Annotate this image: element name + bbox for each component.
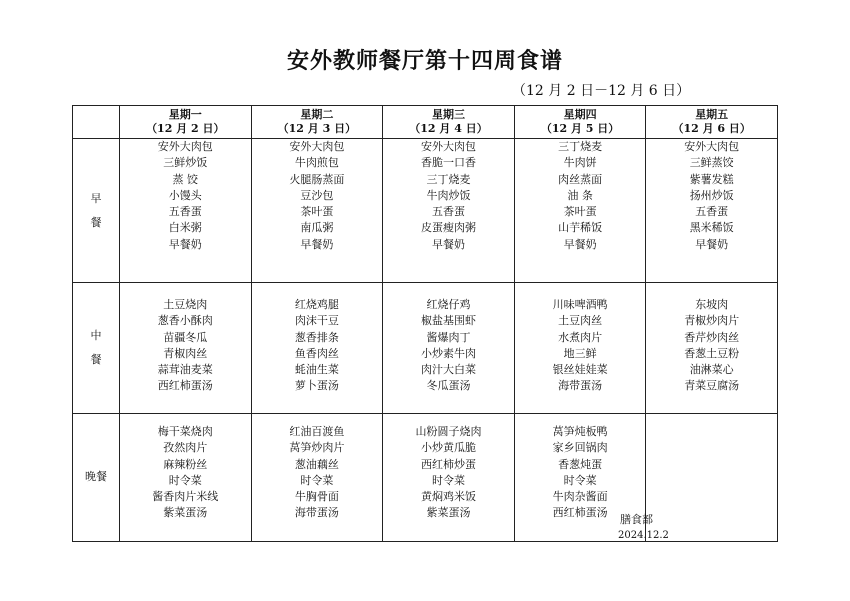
dish-item: 鱼香肉丝 xyxy=(294,346,339,360)
dish-item: 家乡回锅肉 xyxy=(552,441,608,455)
day-date: （12 月 6 日） xyxy=(672,122,751,135)
menu-cell xyxy=(514,283,646,414)
day-header-tue xyxy=(251,106,383,139)
dish-item: 香葱炖蛋 xyxy=(558,457,603,471)
dish-item: 冬瓜蛋汤 xyxy=(426,379,471,393)
day-header-mon xyxy=(120,106,252,139)
dish-list xyxy=(646,414,777,424)
dish-item: 紫菜蛋汤 xyxy=(163,506,208,520)
dinner-row xyxy=(73,414,778,542)
dish-item: 山芋稀饭 xyxy=(558,221,603,235)
weekly-menu-table xyxy=(72,105,778,542)
dish-item: 红油百渡鱼 xyxy=(289,425,345,438)
dish-list xyxy=(120,283,251,395)
footer-department: 膳食部 xyxy=(620,513,653,526)
dish-item: 莴笋炖板鸭 xyxy=(552,425,608,438)
menu-cell xyxy=(120,139,252,283)
day-date: （12 月 2 日） xyxy=(146,122,225,135)
dish-item: 豆沙包 xyxy=(300,188,334,202)
menu-cell xyxy=(383,414,515,542)
dish-item: 香葱土豆粉 xyxy=(684,346,740,360)
dish-item: 牛肉炒饭 xyxy=(426,188,471,202)
dish-item: 香脆一口香 xyxy=(420,156,476,170)
dish-item: 西红柿炒蛋 xyxy=(420,457,476,471)
breakfast-row xyxy=(73,139,778,283)
dish-item: 早餐奶 xyxy=(168,237,202,251)
dish-item: 银丝娃娃菜 xyxy=(552,363,608,377)
dish-item: 水煮肉片 xyxy=(558,330,603,344)
dish-item: 黑米稀饭 xyxy=(689,221,734,235)
dish-list xyxy=(515,283,646,395)
day-date: （12 月 5 日） xyxy=(540,122,620,135)
day-name: 星期一 xyxy=(168,108,202,121)
dinner-label: 晚餐 xyxy=(73,414,120,542)
dish-item: 牛胸骨面 xyxy=(294,490,339,504)
dish-item: 莴笋炒肉片 xyxy=(289,441,345,455)
lunch-label-char: 餐 xyxy=(90,353,102,366)
dish-item: 早餐奶 xyxy=(431,237,465,251)
dish-item: 油 条 xyxy=(567,188,593,202)
dish-item: 紫菜蛋汤 xyxy=(426,506,471,520)
dish-list xyxy=(515,139,646,253)
dish-item: 酱香肉片米线 xyxy=(152,490,219,504)
menu-cell xyxy=(120,414,252,542)
day-header-wed xyxy=(383,106,515,139)
dish-list xyxy=(120,139,251,253)
dish-item: 海带蛋汤 xyxy=(558,379,603,393)
dish-item: 红烧鸡腿 xyxy=(294,298,339,311)
dish-list xyxy=(252,283,383,395)
dish-item: 酱爆肉丁 xyxy=(426,330,471,344)
dish-item: 火腿肠蒸面 xyxy=(289,172,345,186)
dish-item: 三鲜炒饭 xyxy=(163,156,208,170)
menu-cell xyxy=(251,283,383,414)
breakfast-label-char: 餐 xyxy=(90,215,102,229)
week-date-range: （12 月 2 日－12 月 6 日） xyxy=(512,83,691,99)
dish-item: 小馒头 xyxy=(168,188,202,202)
dish-item: 青菜豆腐汤 xyxy=(684,379,740,393)
dish-item: 安外大肉包 xyxy=(684,140,740,153)
dish-list xyxy=(252,414,383,522)
menu-cell xyxy=(251,414,383,542)
footer-date: 2024.12.2 xyxy=(618,530,669,541)
dish-item: 肉丝蒸面 xyxy=(558,172,603,186)
dish-item: 牛肉杂酱面 xyxy=(552,490,608,504)
dish-item: 西红柿蛋汤 xyxy=(552,506,608,520)
dish-item: 海带蛋汤 xyxy=(294,506,339,520)
dish-item: 白米粥 xyxy=(168,221,202,235)
menu-cell xyxy=(514,139,646,283)
dish-item: 苗疆冬瓜 xyxy=(163,330,208,344)
menu-cell xyxy=(646,283,778,414)
menu-cell xyxy=(383,283,515,414)
day-header-thu xyxy=(514,106,646,139)
day-header-fri xyxy=(646,106,778,139)
dish-item: 五香蛋 xyxy=(695,205,729,219)
dish-item: 安外大肉包 xyxy=(420,140,476,153)
dish-item: 麻辣粉丝 xyxy=(163,457,208,471)
dish-item: 时令菜 xyxy=(431,473,465,487)
lunch-label xyxy=(73,283,120,414)
dish-item: 葱香小酥肉 xyxy=(157,314,213,328)
dish-list xyxy=(383,414,514,522)
dish-item: 西红柿蛋汤 xyxy=(157,379,213,393)
dish-item: 牛肉饼 xyxy=(563,156,597,170)
dish-list xyxy=(383,139,514,253)
dish-item: 川味啤酒鸭 xyxy=(552,298,608,311)
dish-item: 萝卜蛋汤 xyxy=(294,379,339,393)
dish-item: 安外大肉包 xyxy=(157,140,213,153)
dish-item: 红烧仔鸡 xyxy=(426,298,471,311)
dish-item: 时令菜 xyxy=(168,473,202,487)
dish-item: 五香蛋 xyxy=(168,205,202,219)
dish-item: 皮蛋瘦肉粥 xyxy=(420,221,476,235)
lunch-row xyxy=(73,283,778,414)
dish-item: 三丁烧麦 xyxy=(426,172,471,186)
dish-item: 茶叶蛋 xyxy=(300,205,334,219)
dish-list xyxy=(383,283,514,395)
day-name: 星期四 xyxy=(563,108,597,121)
dish-item: 地三鲜 xyxy=(563,346,597,360)
dish-item: 蒸 饺 xyxy=(172,172,199,186)
dish-item: 早餐奶 xyxy=(695,237,729,251)
day-date: （12 月 3 日） xyxy=(277,122,357,135)
dish-item: 东坡肉 xyxy=(695,298,729,311)
dish-item: 三丁烧麦 xyxy=(558,140,603,153)
lunch-label-char: 中 xyxy=(90,329,102,342)
dish-list xyxy=(120,414,251,522)
menu-cell xyxy=(120,283,252,414)
dish-item: 紫薯发糕 xyxy=(689,172,734,186)
dish-item: 小炒素牛肉 xyxy=(420,346,476,360)
dish-item: 油淋菜心 xyxy=(689,363,734,377)
dish-item: 蚝油生菜 xyxy=(294,363,339,377)
dish-item: 葱油藕丝 xyxy=(294,457,339,471)
dish-item: 黄焖鸡米饭 xyxy=(420,490,476,504)
dish-item: 土豆肉丝 xyxy=(558,314,603,328)
dish-item: 早餐奶 xyxy=(300,237,334,251)
dish-list xyxy=(646,139,777,253)
dish-item: 时令菜 xyxy=(563,473,597,487)
menu-cell xyxy=(251,139,383,283)
dish-item: 早餐奶 xyxy=(563,237,597,251)
table-header-row xyxy=(73,106,778,139)
breakfast-label-char: 早 xyxy=(90,191,102,205)
dish-item: 南瓜粥 xyxy=(300,221,334,235)
menu-cell xyxy=(646,139,778,283)
dish-item: 肉沫干豆 xyxy=(294,314,339,328)
dish-item: 小炒黄瓜脆 xyxy=(420,441,476,455)
dish-item: 青椒炒肉片 xyxy=(684,314,740,328)
dish-item: 山粉圆子烧肉 xyxy=(415,425,482,438)
dish-item: 青椒肉丝 xyxy=(163,346,208,360)
dish-list xyxy=(646,283,777,395)
dish-item: 茶叶蛋 xyxy=(563,205,597,219)
dish-item: 扬州炒饭 xyxy=(689,188,734,202)
dish-item: 五香蛋 xyxy=(431,205,465,219)
dish-item: 三鲜蒸饺 xyxy=(689,156,734,170)
dish-item: 安外大肉包 xyxy=(289,140,345,153)
day-name: 星期三 xyxy=(431,108,465,121)
dish-item: 土豆烧肉 xyxy=(163,298,208,311)
menu-cell xyxy=(646,414,778,542)
page-title: 安外教师餐厅第十四周食谱 xyxy=(286,49,563,74)
dish-list xyxy=(515,414,646,522)
dish-item: 蒜茸油麦菜 xyxy=(157,363,213,377)
dish-item: 香芹炒肉丝 xyxy=(684,330,740,344)
dish-item: 梅干菜烧肉 xyxy=(157,425,213,438)
dish-item: 牛肉煎包 xyxy=(294,156,339,170)
dish-item: 椒盐基围虾 xyxy=(420,314,476,328)
dish-item: 肉汁大白菜 xyxy=(420,363,476,377)
dish-item: 时令菜 xyxy=(300,473,334,487)
menu-cell xyxy=(383,139,515,283)
dish-list xyxy=(252,139,383,253)
day-date: （12 月 4 日） xyxy=(409,122,488,135)
dish-item: 葱香排条 xyxy=(294,330,339,344)
corner-cell xyxy=(73,106,120,139)
dish-item: 孜然肉片 xyxy=(163,441,208,455)
day-name: 星期五 xyxy=(695,108,729,121)
day-name: 星期二 xyxy=(300,108,334,121)
breakfast-label xyxy=(73,139,120,283)
